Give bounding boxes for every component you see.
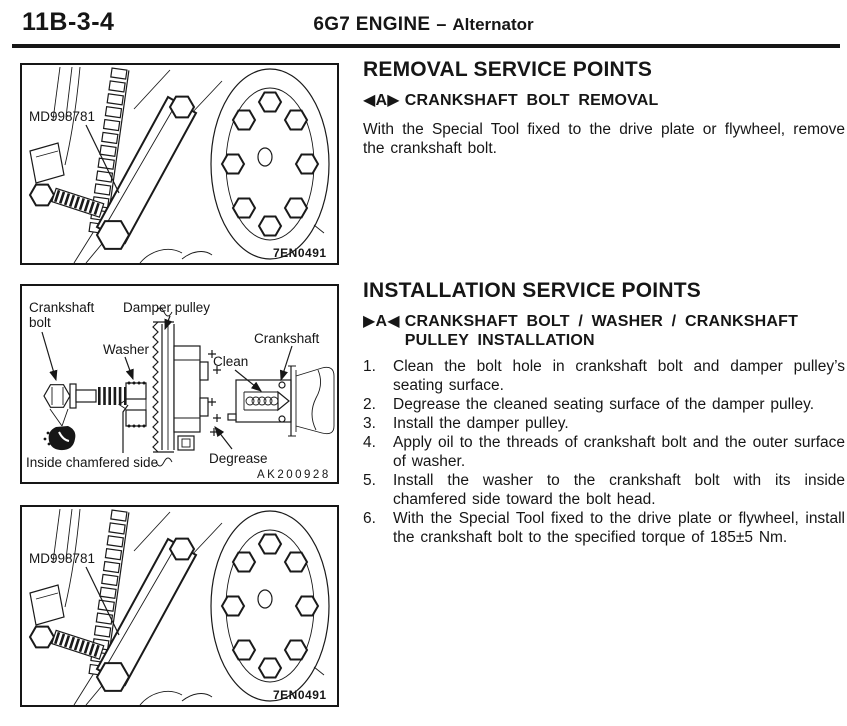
- step-number: 2.: [363, 396, 376, 413]
- removal-section: [363, 58, 845, 174]
- figure-code: 7EN0491: [273, 688, 327, 702]
- figure-crankshaft-bolt-installation: [20, 505, 339, 707]
- step-text: Install the damper pulley.: [393, 415, 569, 432]
- installation-subheading: [363, 312, 845, 350]
- label-clean: Clean: [213, 354, 249, 369]
- label-degrease: Degrease: [209, 451, 268, 466]
- crankshaft-stud: [30, 185, 104, 218]
- figure-crankshaft-bolt-removal: [20, 63, 339, 265]
- installation-heading: INSTALLATION SERVICE POINTS: [363, 279, 701, 302]
- page-number: 11B-3-4: [22, 8, 115, 36]
- label-crankshaft: Crankshaft: [254, 331, 320, 346]
- step-number: 5.: [363, 472, 376, 489]
- list-item: [363, 414, 845, 433]
- step-text: Clean the bolt hole in crankshaft bolt and damper pulley’s seating surface.: [393, 358, 845, 394]
- label-crankshaft-bolt-line1: Crankshaft: [29, 300, 95, 315]
- crankshaft-bolt-drawing: [44, 384, 126, 450]
- page-title: [0, 14, 847, 36]
- drive-plate: [211, 511, 329, 701]
- exploded-diagram: [22, 286, 337, 482]
- list-item: [363, 471, 845, 509]
- step-text: Degrease the cleaned seating surface of the damper pulley.: [393, 396, 814, 413]
- figure-pulley-installation-diagram: [20, 284, 339, 484]
- drive-plate: [211, 69, 329, 259]
- label-damper-pulley: Damper pulley: [123, 300, 211, 315]
- service-point-marker-a: ▶A◀: [363, 313, 400, 330]
- step-text: Apply oil to the threads of crankshaft bolt and the outer surface of washer.: [393, 434, 845, 470]
- list-item: [363, 433, 845, 471]
- removal-subheading: [363, 91, 845, 110]
- damper-pulley-drawing: [153, 308, 221, 466]
- removal-body-text: With the Special Tool fixed to the drive plate or flywheel, remove the crankshaft bolt.: [363, 121, 845, 157]
- step-number: 1.: [363, 358, 376, 375]
- page-title-engine: 6G7 ENGINE: [313, 14, 431, 35]
- tool-number-label: MD998781: [29, 551, 96, 566]
- figure-code: AK200928: [257, 469, 331, 481]
- service-point-marker-a: ◀A▶: [363, 92, 400, 109]
- list-item: [363, 395, 845, 414]
- label-washer: Washer: [103, 342, 150, 357]
- step-number: 6.: [363, 510, 376, 527]
- page-title-separator: –: [436, 14, 447, 34]
- list-item: [363, 357, 845, 395]
- label-inside-chamfered-side: Inside chamfered side: [26, 455, 159, 470]
- installation-steps-list: [363, 357, 845, 547]
- step-number: 3.: [363, 415, 376, 432]
- step-text: With the Special Tool fixed to the drive plate or flywheel, install the crankshaft bolt to the specified torque of 185±5 Nm.: [393, 510, 845, 546]
- installation-section: [363, 279, 845, 547]
- removal-subheading-text: CRANKSHAFT BOLT REMOVAL: [404, 92, 659, 109]
- crankshaft-stud: [30, 627, 104, 660]
- list-item: [363, 509, 845, 547]
- header-rule: [12, 44, 840, 48]
- tool-number-label: MD998781: [29, 109, 96, 124]
- step-number: 4.: [363, 434, 376, 451]
- removal-heading: REMOVAL SERVICE POINTS: [363, 58, 653, 81]
- installation-subheading-text: CRANKSHAFT BOLT / WASHER / CRANKSHAFT PULLEY INSTALLATION: [404, 313, 799, 349]
- label-crankshaft-bolt-line2: bolt: [29, 315, 51, 330]
- special-tool-drawing: [22, 65, 337, 263]
- step-text: Install the washer to the crankshaft bolt with its inside chamfered side toward the bolt head.: [393, 472, 845, 508]
- page-title-section: Alternator: [452, 15, 534, 34]
- figure-code: 7EN0491: [273, 246, 327, 260]
- special-tool-drawing: [22, 507, 337, 705]
